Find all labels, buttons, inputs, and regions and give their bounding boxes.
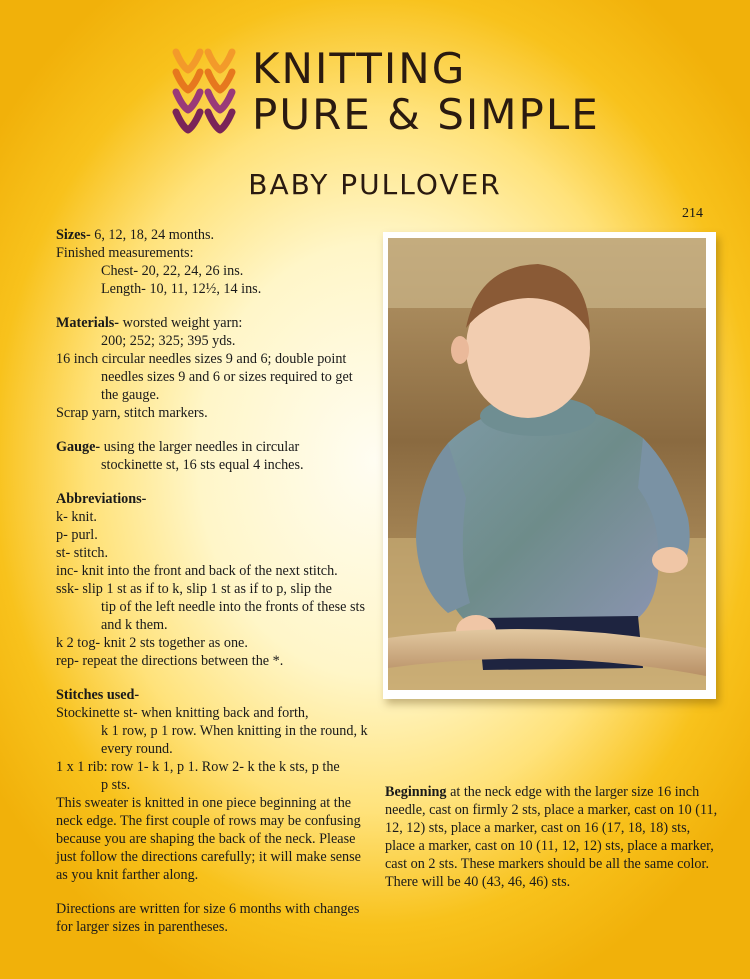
- baby-photo: [388, 238, 706, 690]
- sizes-label: Sizes-: [56, 227, 91, 243]
- gauge-line: [56, 438, 368, 456]
- logo-icon: [170, 44, 242, 136]
- beginning-body: at the neck edge with the larger size 16 inch needle, cast on firmly 2 sts, place a marker, cast on 10 (11, 12, 12) sts, place a marker, cast on 16 (17, 18, 18) sts, place a marker, cast on 10 (11, 12, 12) sts, place a marker, cast on 2 sts. These markers should be all the same color. There will be 40 (43, 46, 46) sts.: [385, 784, 718, 890]
- abbr-k: k- knit.: [56, 509, 97, 525]
- page-number: 214: [682, 206, 703, 221]
- abbr-k2tog: k 2 tog- knit 2 sts together as one.: [56, 635, 248, 651]
- abbr-rep: rep- repeat the directions between the *.: [56, 653, 284, 669]
- materials-text: worsted weight yarn:: [119, 315, 243, 331]
- stockinette-2: k 1 row, p 1 row. When knitting in the round, k every round.: [101, 723, 368, 757]
- abbreviations-heading: [56, 490, 368, 508]
- beginning-label: Beginning: [385, 784, 447, 800]
- scrap-yarn: Scrap yarn, stitch markers.: [56, 405, 208, 421]
- abbr-st: st- stitch.: [56, 545, 109, 561]
- abbreviations-label: Abbreviations-: [56, 491, 147, 507]
- left-column: [56, 226, 368, 936]
- needles-line-2: needles sizes 9 and 6 or sizes required to get the gauge.: [101, 369, 353, 403]
- materials-line: [56, 314, 368, 332]
- materials-label: Materials-: [56, 315, 120, 331]
- yardage: 200; 252; 325; 395 yds.: [101, 333, 236, 349]
- stockinette-1: Stockinette st- when knitting back and forth,: [56, 705, 309, 721]
- gauge-label: Gauge-: [56, 439, 101, 455]
- beginning-text: [385, 783, 720, 891]
- intro-paragraph: This sweater is knitted in one piece beginning at the neck edge. The first couple of rows may be confusing because you are shaping the back of the neck. Please just follow the directions carefully; it will make sense as you knit farther along.: [56, 795, 361, 883]
- rib-1: 1 x 1 rib: row 1- k 1, p 1. Row 2- k the k sts, p the: [56, 759, 340, 775]
- chest-measurement: Chest- 20, 22, 24, 26 ins.: [101, 263, 244, 279]
- abbr-ssk-1: ssk- slip 1 st as if to k, slip 1 st as if to p, slip the: [56, 581, 332, 597]
- stitches-label: Stitches used-: [56, 687, 140, 703]
- directions-note: Directions are written for size 6 months with changes for larger sizes in parentheses.: [56, 901, 360, 935]
- logo-text-line1: KNITTING: [252, 44, 467, 93]
- abbr-ssk-2: tip of the left needle into the fronts of these sts and k them.: [101, 599, 365, 633]
- logo-text-line2: PURE & SIMPLE: [252, 90, 600, 139]
- abbr-inc: inc- knit into the front and back of the next stitch.: [56, 563, 338, 579]
- sizes-text: 6, 12, 18, 24 months.: [90, 227, 215, 243]
- beginning-paragraph: [385, 783, 720, 891]
- length-measurement: Length- 10, 11, 12½, 14 ins.: [101, 281, 262, 297]
- finished-measurements: Finished measurements:: [56, 245, 194, 261]
- abbr-p: p- purl.: [56, 527, 98, 543]
- sizes-line: [56, 226, 368, 244]
- needles-line-1: 16 inch circular needles sizes 9 and 6; double point: [56, 351, 347, 367]
- page-title: BABY PULLOVER: [248, 168, 502, 201]
- stitches-heading: [56, 686, 368, 704]
- gauge-text-1: using the larger needles in circular: [100, 439, 300, 455]
- rib-2: p sts.: [101, 777, 131, 793]
- gauge-text-2: stockinette st, 16 sts equal 4 inches.: [101, 457, 304, 473]
